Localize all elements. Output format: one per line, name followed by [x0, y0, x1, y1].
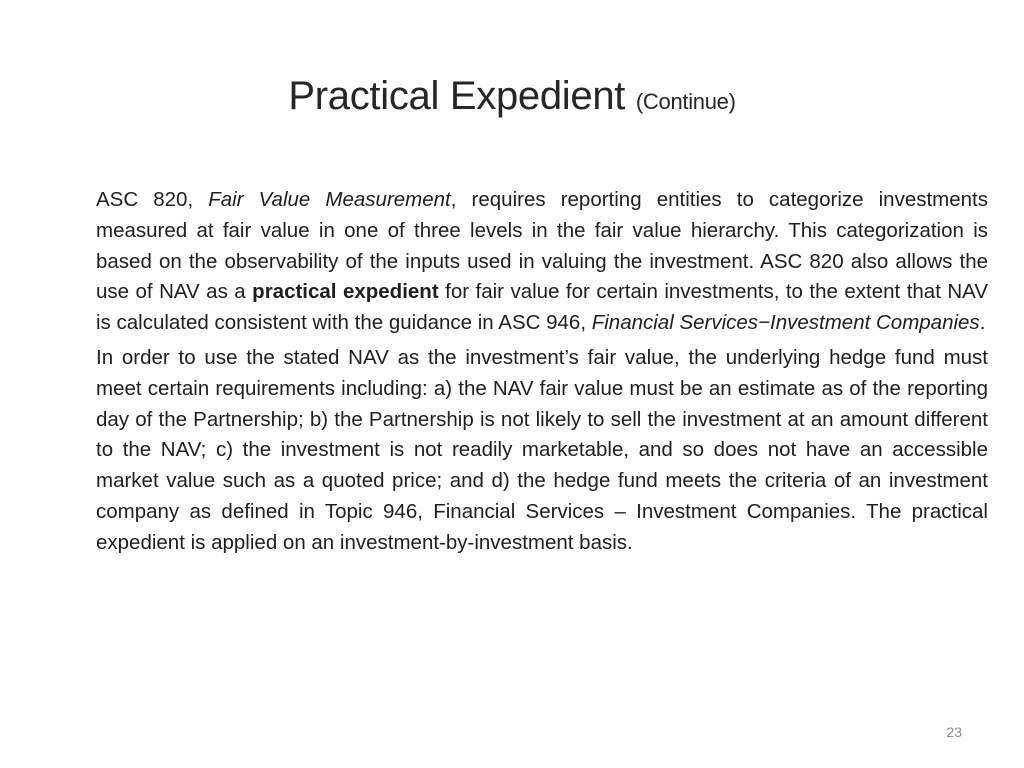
- paragraph-nav-requirements: In order to use the stated NAV as the investment’s fair value, the underlying hedge fund must meet certain requirements including: a) the NAV fair value must be an estimate as of the reporting day of the Partnership; b) the Partnership is not likely to sell the investment at an amount different to the NAV; c) the investment is not readily marketable, and so does not have an accessible market value such as a quoted price; and d) the hedge fund meets the criteria of an investment company as defined in Topic 946, Financial Services – Investment Companies. The practical expedient is applied on an investment-by-investment basis.: [96, 345, 988, 554]
- slide-body: [96, 185, 988, 563]
- title-suffix: (Continue): [635, 89, 736, 114]
- paragraph-1-text-b: , requires reporting entities to categorize investments measured at fair value in one of three levels in the fair value hierarchy. This categorization is based on the observability of the inputs used in valuing the investment. ASC 820 also allows the use of NAV as a: [96, 188, 988, 304]
- paragraph-1-text-c: for fair value for certain investments, to the extent that NAV is calculated consistent with the guidance in ASC 946,: [96, 280, 988, 335]
- paragraph-1-text-d: .: [979, 311, 986, 335]
- paragraph-1-italic-financial-services: Financial Services−Investment Companies: [591, 311, 980, 335]
- paragraph-1-italic-fair-value-measurement: Fair Value Measurement: [208, 188, 451, 211]
- paragraph-1-text-a: ASC 820,: [96, 188, 209, 211]
- paragraph-1-bold-practical-expedient: practical expedient: [252, 280, 439, 304]
- title-main: Practical Expedient: [288, 74, 626, 118]
- page-number: 23: [946, 724, 962, 740]
- paragraph-asc-820: [96, 185, 988, 339]
- slide-title: [0, 70, 1024, 128]
